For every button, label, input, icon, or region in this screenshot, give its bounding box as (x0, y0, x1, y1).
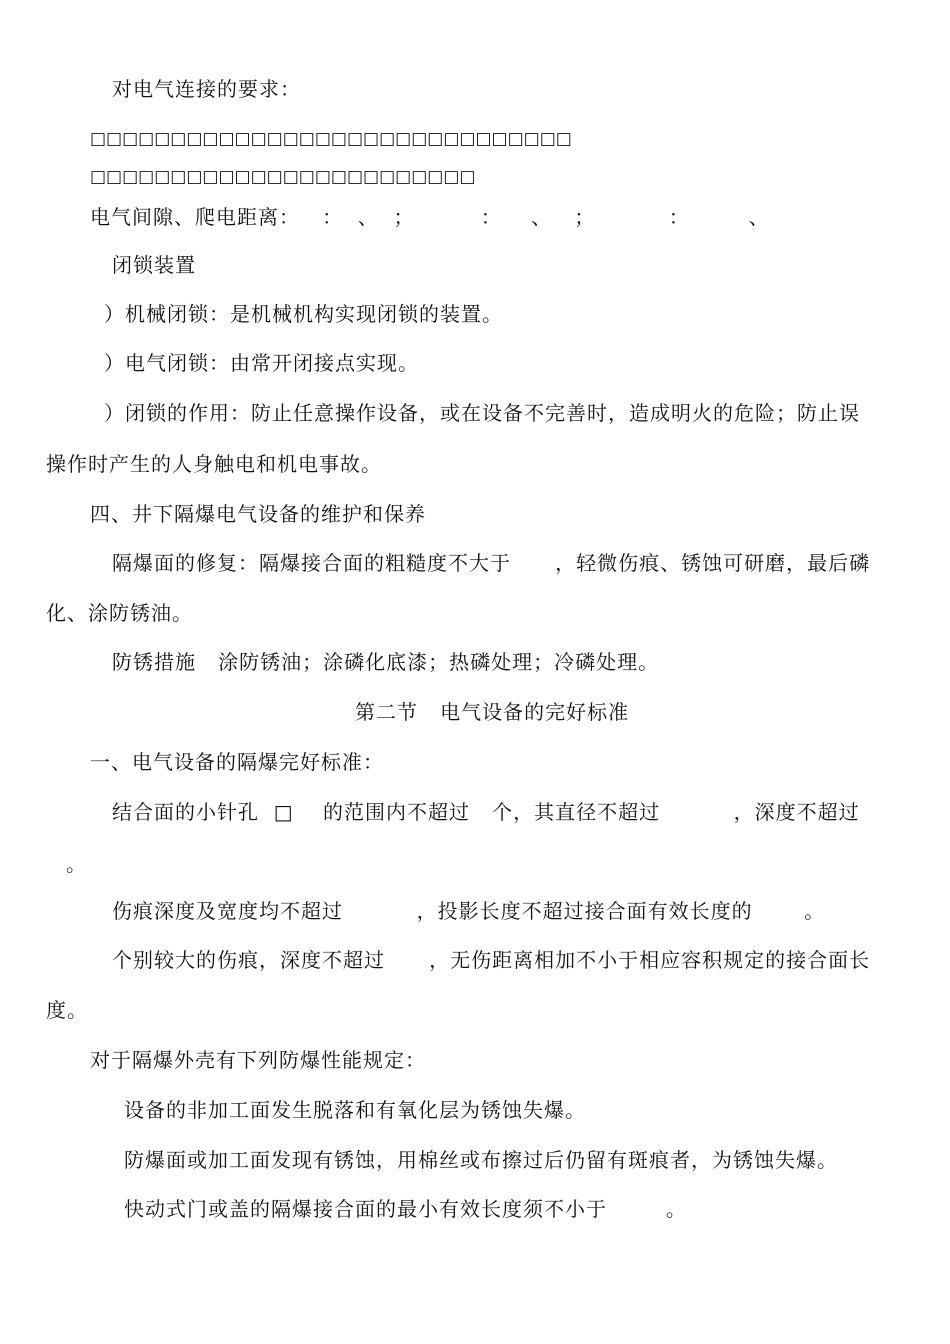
text-line: 操作时产生的人身触电和机电事故。 (46, 452, 382, 476)
text-line: 结合面的小针孔 □ 的范围内不超过 个，其直径不超过 ，深度不超过 (112, 800, 860, 824)
section-heading: 闭锁装置 (112, 253, 196, 277)
text-line: ）闭锁的作用：防止任意操作设备，或在设备不完善时，造成明火的危险；防止误 (104, 401, 860, 425)
text-line: 防锈措施 涂防锈油；涂磷化底漆；热磷处理；冷磷处理。 (112, 650, 660, 674)
text-line: ）机械闭锁：是机械机构实现闭锁的装置。 (104, 302, 503, 326)
text-line: 度。 (46, 998, 88, 1022)
text-line: ）电气闭锁：由常开闭接点实现。 (104, 351, 419, 375)
text-line: 伤痕深度及宽度均不超过 ，投影长度不超过接合面有效长度的 。 (112, 899, 826, 923)
text-line: 。 (66, 852, 87, 876)
text-line: 隔爆面的修复：隔爆接合面的粗糙度不大于 ，轻微伤痕、锈蚀可研磨，最后磷 (112, 551, 871, 575)
text-line: 化、涂防锈油。 (46, 601, 193, 625)
text-line: 个别较大的伤痕，深度不超过 ，无伤距离相加不小于相应容积规定的接合面长 (112, 948, 871, 972)
section-heading: 一、电气设备的隔爆完好标准： (90, 750, 384, 774)
text-line: □□□□□□□□□□□□□□□□□□□□□□□□ (90, 167, 476, 187)
text-line: 电气间隙、爬电距离： ： 、 ； ： 、 ； ： 、 (90, 205, 770, 229)
text-line: 防爆面或加工面发现有锈蚀，用棉丝或布擦过后仍留有斑痕者，为锈蚀失爆。 (124, 1148, 838, 1172)
chapter-title: 第二节 电气设备的完好标准 (355, 700, 630, 724)
section-heading: 对于隔爆外壳有下列防爆性能规定： (90, 1048, 426, 1072)
text-line: 对电气连接的要求： (112, 77, 301, 101)
section-heading: 四、井下隔爆电气设备的维护和保养 (90, 502, 426, 526)
text-line: □□□□□□□□□□□□□□□□□□□□□□□□□□□□□□ (90, 129, 572, 149)
text-line: 设备的非加工面发生脱落和有氧化层为锈蚀失爆。 (124, 1098, 586, 1122)
text-line: 快动式门或盖的隔爆接合面的最小有效长度须不小于 。 (124, 1197, 687, 1221)
